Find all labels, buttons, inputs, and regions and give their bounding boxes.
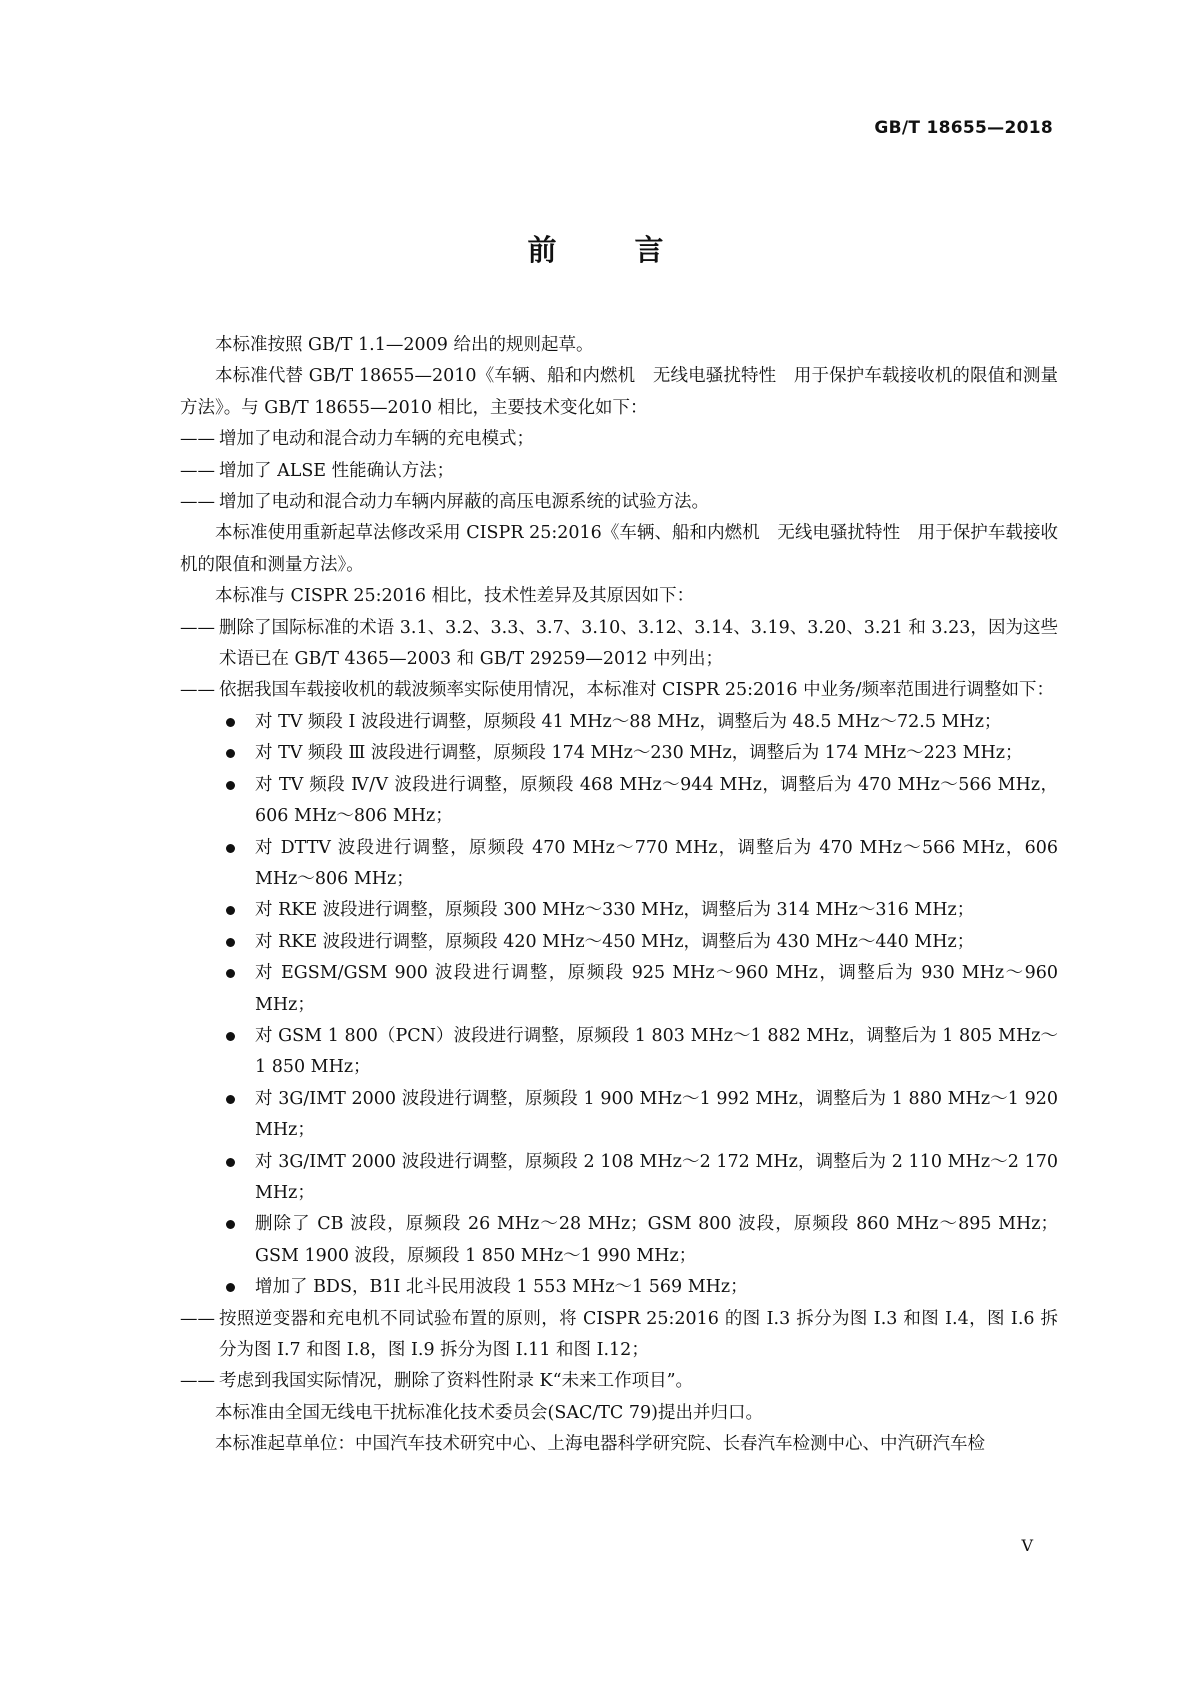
- bullet-text: 增加了 BDS，B1I 北斗民用波段 1 553 MHz～1 569 MHz；: [255, 1277, 748, 1298]
- bullet-item: [255, 1209, 1058, 1272]
- bullet-dot-icon: [226, 938, 235, 947]
- bullet-text: 对 TV 频段 Ⅰ 波段进行调整，原频段 41 MHz～88 MHz，调整后为 48.5 MHz～72.5 MHz；: [255, 711, 1002, 732]
- list-item-change: [180, 456, 1058, 487]
- bullet-dot-icon: [226, 844, 235, 853]
- page-title: 前 言: [527, 233, 698, 267]
- paragraph-drafting-units: 本标准起草单位：中国汽车技术研究中心、上海电器科学研究院、长春汽车检测中心、中汽研汽车检: [215, 1434, 985, 1455]
- bullet-text: 对 3G/IMT 2000 波段进行调整，原频段 1 900 MHz～1 992 MHz，调整后为 1 880 MHz～1 920 MHz；: [255, 1088, 1058, 1141]
- bullet-item: [255, 770, 1058, 833]
- bullet-item: [255, 1084, 1058, 1147]
- bullet-dot-icon: [226, 781, 235, 790]
- list-item-difference: [180, 675, 1058, 706]
- list-item-text: 考虑到我国实际情况，删除了资料性附录 K“未来工作项目”。: [219, 1371, 694, 1392]
- list-item-difference: [180, 1304, 1058, 1367]
- bullet-item: [255, 833, 1058, 896]
- bullet-text: 对 EGSM/GSM 900 波段进行调整，原频段 925 MHz～960 MHz，调整后为 930 MHz～960 MHz；: [255, 963, 1058, 1015]
- bullet-text: 对 3G/IMT 2000 波段进行调整，原频段 2 108 MHz～2 172 MHz，调整后为 2 110 MHz～2 170 MHz；: [255, 1151, 1058, 1203]
- list-item-text: 增加了 ALSE 性能确认方法；: [219, 460, 455, 481]
- paragraph-drafting-rule: 本标准按照 GB/T 1.1—2009 给出的规则起草。: [215, 335, 594, 355]
- dash-marker: ——: [180, 617, 215, 638]
- bullet-text: 对 DTTV 波段进行调整，原频段 470 MHz～770 MHz，调整后为 470 MHz～566 MHz，606 MHz～806 MHz；: [255, 837, 1058, 889]
- list-item-difference: [180, 613, 1058, 676]
- bullet-item: [255, 895, 1058, 926]
- frequency-adjustment-list: [180, 707, 1058, 1304]
- paragraph-adoption: 本标准使用重新起草法修改采用 CISPR 25:2016《车辆、船和内燃机 无线电骚扰特性 用于保护车载接收机的限值和测量方法》。: [180, 523, 1058, 575]
- dash-marker: ——: [180, 1371, 215, 1392]
- bullet-dot-icon: [226, 1158, 235, 1167]
- page-number: V: [1021, 1536, 1033, 1555]
- list-item-text: 增加了电动和混合动力车辆的充电模式；: [219, 429, 534, 450]
- bullet-item: [255, 958, 1058, 1021]
- bullet-text: 对 GSM 1 800（PCN）波段进行调整，原频段 1 803 MHz～1 882 MHz，调整后为 1 805 MHz～1 850 MHz；: [255, 1025, 1058, 1078]
- bullet-dot-icon: [226, 1220, 235, 1229]
- bullet-item: [255, 1147, 1058, 1210]
- bullet-text: 对 RKE 波段进行调整，原频段 300 MHz～330 MHz，调整后为 314 MHz～316 MHz；: [255, 900, 975, 921]
- standard-number: GB/T 18655—2018: [874, 118, 1053, 138]
- bullet-dot-icon: [226, 969, 235, 978]
- foreword-body: [180, 330, 1058, 1461]
- bullet-dot-icon: [226, 1095, 235, 1104]
- bullet-item: [255, 707, 1058, 738]
- dash-marker: ——: [180, 1308, 215, 1329]
- dash-marker: ——: [180, 429, 215, 450]
- bullet-text: 对 TV 频段 Ⅲ 波段进行调整，原频段 174 MHz～230 MHz，调整后为 174 MHz～223 MHz；: [255, 743, 1023, 764]
- bullet-text: 对 TV 频段 Ⅳ/Ⅴ 波段进行调整，原频段 468 MHz～944 MHz，调整后为 470 MHz～566 MHz，606 MHz～806 MHz；: [255, 774, 1058, 827]
- bullet-text: 对 RKE 波段进行调整，原频段 420 MHz～450 MHz，调整后为 430 MHz～440 MHz；: [255, 931, 975, 952]
- bullet-item: [255, 927, 1058, 958]
- list-item-text: 依据我国车载接收机的载波频率实际使用情况，本标准对 CISPR 25:2016 中业务/频率范围进行调整如下：: [219, 680, 1055, 701]
- list-item-text: 增加了电动和混合动力车辆内屏蔽的高压电源系统的试验方法。: [219, 492, 709, 513]
- bullet-dot-icon: [226, 906, 235, 915]
- list-item-change: [180, 424, 1058, 455]
- bullet-dot-icon: [226, 1032, 235, 1041]
- bullet-item: [255, 1272, 1058, 1303]
- dash-marker: ——: [180, 492, 215, 513]
- dash-marker: ——: [180, 460, 215, 481]
- bullet-dot-icon: [226, 718, 235, 727]
- list-item-text: 按照逆变器和充电机不同试验布置的原则，将 CISPR 25:2016 的图 I.3 拆分为图 I.3 和图 I.4，图 I.6 拆分为图 I.7 和图 I.8，图 I.9 拆分为图 I.11 和图 I.12；: [219, 1308, 1058, 1360]
- bullet-text: 删除了 CB 波段，原频段 26 MHz～28 MHz；GSM 800 波段，原频段 860 MHz～895 MHz；GSM 1900 波段，原频段 1 850 MHz～1 990 MHz；: [255, 1214, 1058, 1266]
- dash-marker: ——: [180, 680, 215, 701]
- bullet-item: [255, 1021, 1058, 1084]
- list-item-difference: [180, 1366, 1058, 1397]
- paragraph-proposer: 本标准由全国无线电干扰标准化技术委员会(SAC/TC 79)提出并归口。: [215, 1402, 763, 1423]
- bullet-item: [255, 738, 1058, 769]
- paragraph-differences-intro: 本标准与 CISPR 25:2016 相比，技术性差异及其原因如下：: [215, 586, 695, 607]
- list-item-text: 删除了国际标准的术语 3.1、3.2、3.3、3.7、3.10、3.12、3.14、3.19、3.20、3.21 和 3.23，因为这些术语已在 GB/T 4365—2003 和 GB/T 29259—2012 中列出；: [219, 617, 1058, 670]
- list-item-change: [180, 487, 1058, 518]
- bullet-dot-icon: [226, 1283, 235, 1292]
- bullet-dot-icon: [226, 749, 235, 758]
- paragraph-replaces: 本标准代替 GB/T 18655—2010《车辆、船和内燃机 无线电骚扰特性 用于保护车载接收机的限值和测量方法》。与 GB/T 18655—2010 相比，主要技术变化如下：: [180, 366, 1058, 418]
